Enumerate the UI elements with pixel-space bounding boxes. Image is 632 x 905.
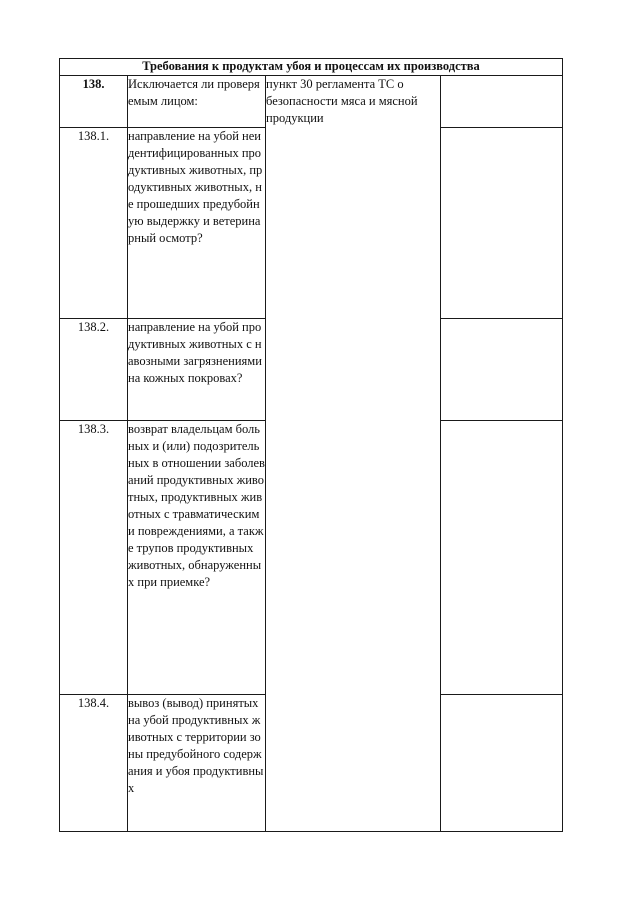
answer-cell [441,76,563,128]
legal-reference: пункт 30 регламента ТС о безопасности мяса и мясной продукции [266,76,441,832]
item-number: 138.2. [60,319,128,421]
item-number: 138.3. [60,421,128,695]
answer-cell [441,421,563,695]
section-title: Требования к продуктам убоя и процессам их производства [60,59,563,76]
section-header-row [60,59,563,76]
answer-cell [441,128,563,319]
item-question: Исключается ли проверяемым лицом: [128,76,266,128]
item-question: вывоз (вывод) принятых на убой продуктивных животных с территории зоны предубойного содержания и убоя продуктивных [128,695,266,832]
item-number: 138. [60,76,128,128]
table-row [60,76,563,128]
item-number: 138.1. [60,128,128,319]
answer-cell [441,695,563,832]
item-question: направление на убой неидентифицированных продуктивных животных, продуктивных животных, не прошедших предубойную выдержку и ветеринарный осмотр? [128,128,266,319]
checklist-table [59,58,563,832]
answer-cell [441,319,563,421]
item-question: возврат владельцам больных и (или) подозрительных в отношении заболеваний продуктивных животных, продуктивных животных с травматическими повреждениями, а также трупов продуктивных животных, обнаруженных при приемке? [128,421,266,695]
item-question: направление на убой продуктивных животных с навозными загрязнениями на кожных покровах? [128,319,266,421]
item-number: 138.4. [60,695,128,832]
